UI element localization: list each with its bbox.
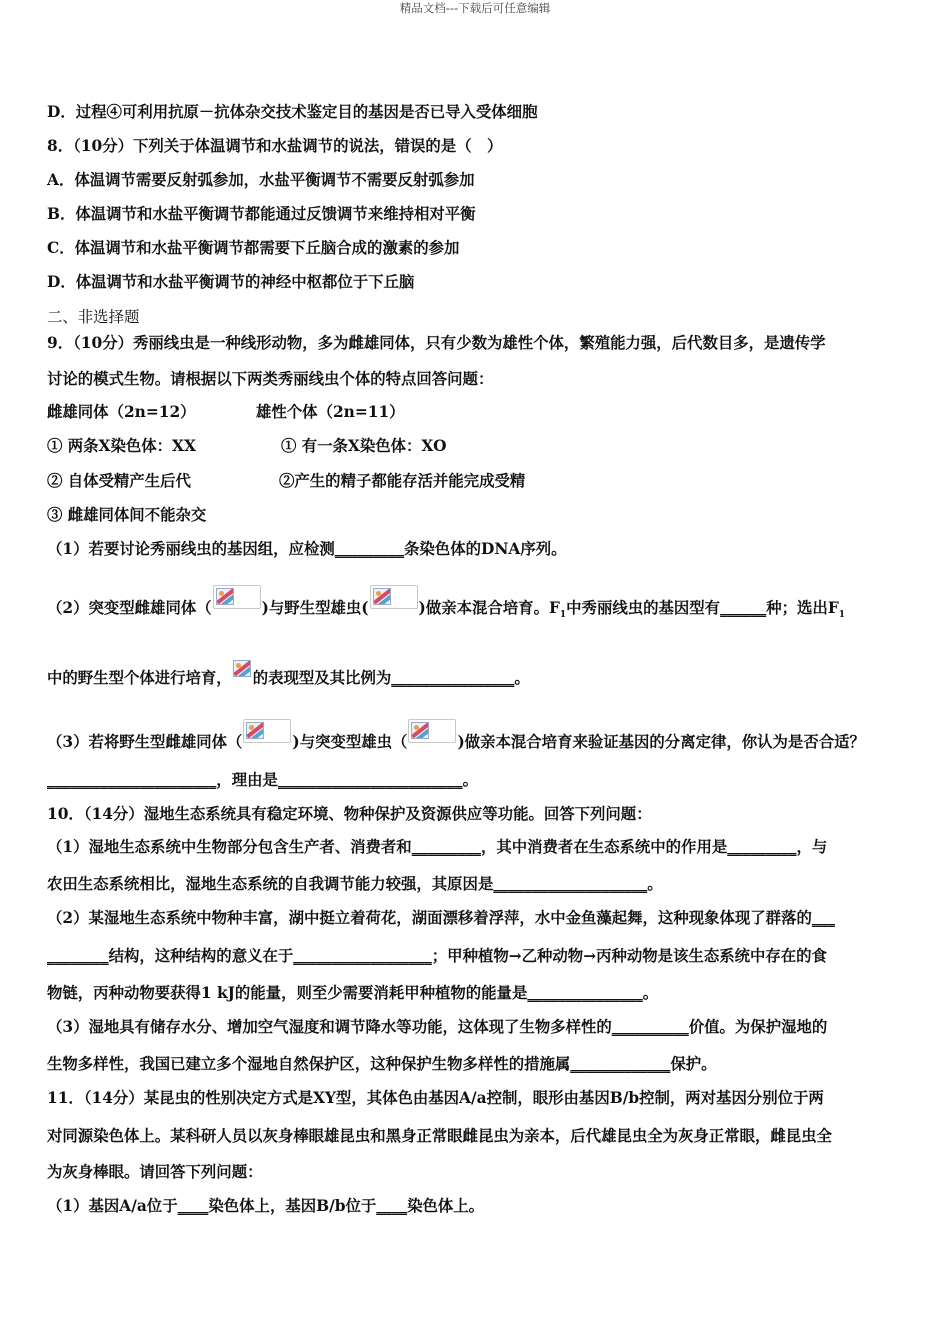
answer-blank: ________________ (391, 669, 515, 687)
q10-part1-cont: 农田生态系统相比，湿地生态系统的自我调节能力较强，其原因是____________________。 (47, 875, 663, 893)
table-male-row1: ① 有一条X染色体：XO (281, 437, 447, 455)
table-male-row2: ②产生的精子都能存活并能完成受精 (279, 472, 526, 490)
q10-part3: （3）湿地具有储存水分、增加空气湿度和调节降水等功能，这体现了生物多样性的__________价值。为保护湿地的 (47, 1018, 828, 1036)
question-11-cont: 对同源染色体上。某科研人员以灰身棒眼雄昆虫和黑身正常眼雌昆虫为亲本，后代雄昆虫全为灰身正常眼，雌昆虫全 (47, 1127, 832, 1145)
answer-blank: __________ (611, 1018, 689, 1036)
table-col-male-title: 雄性个体（2n=11） (256, 403, 405, 421)
answer-blank: _______________ (527, 984, 643, 1002)
answer-blank: _____________ (570, 1055, 671, 1073)
answer-blank: ____ (177, 1197, 209, 1215)
option-b-q8: B．体温调节和水盐平衡调节都能通过反馈调节来维持相对平衡 (47, 205, 476, 223)
answer-blank: ____________________ (493, 875, 648, 893)
question-11: 11．（14分）某昆虫的性别决定方式是XY型，其体色由基因A/a控制，眼形由基因B/b控制，两对基因分别位于两 (47, 1089, 824, 1107)
option-c-q8: C．体温调节和水盐平衡调节都需要下丘脑合成的激素的参加 (47, 239, 460, 257)
q9-part3: （3）若将野生型雌雄同体（ )与突变型雄虫（ )做亲本混合培育来验证基因的分离定律，你认为是否合适？ (47, 719, 865, 752)
image-icon (370, 585, 418, 609)
q9-part2-cont: 中的野生型个体进行培育， 的表现型及其比例为________________。 (47, 660, 530, 688)
question-8: 8．（10分）下列关于体温调节和水盐调节的说法，错误的是（ ） (47, 137, 503, 155)
q10-part2-cont: ________结构，这种结构的意义在于__________________；甲种植物→乙种动物→丙种动物是该生态系统中存在的食 (47, 947, 827, 965)
answer-blank: ________________________ (277, 771, 463, 789)
answer-blank: ____ (376, 1197, 408, 1215)
question-9-intro-cont: 讨论的模式生物。请根据以下两类秀丽线虫个体的特点回答问题： (47, 370, 494, 388)
q10-part1: （1）湿地生态系统中生物部分包含生产者、消费者和_________，其中消费者在生态系统中的作用是_________，与 (47, 838, 828, 856)
option-d-q7: D．过程④可利用抗原－抗体杂交技术鉴定目的基因是否已导入受体细胞 (47, 103, 538, 121)
answer-blank: ______________________ (47, 771, 217, 789)
answer-blank: _________ (411, 838, 481, 856)
answer-blank: ___ (811, 909, 835, 927)
question-11-cont2: 为灰身棒眼。请回答下列问题： (47, 1163, 263, 1181)
q10-part2-cont2: 物链，丙种动物要获得1 kJ的能量，则至少需要消耗甲种植物的能量是_______________。 (47, 984, 659, 1002)
answer-blank: ________ (47, 947, 109, 965)
q9-part3-cont: ______________________，理由是________________________。 (47, 771, 478, 789)
option-a-q8: A．体温调节需要反射弧参加，水盐平衡调节不需要反射弧参加 (47, 171, 475, 189)
answer-blank: __________________ (293, 947, 432, 965)
image-icon (243, 719, 291, 743)
q10-part3-cont: 生物多样性，我国已建立多个湿地自然保护区，这种保护生物多样性的措施属_____________保护。 (47, 1055, 717, 1073)
table-hermaphrodite-row2: ② 自体受精产生后代 (47, 472, 191, 490)
image-icon (213, 585, 261, 609)
answer-blank: ______ (720, 599, 767, 617)
image-icon (408, 719, 456, 743)
image-icon (233, 660, 252, 679)
answer-blank: _________ (727, 838, 797, 856)
page-header: 精品文档---下载后可任意编辑 (399, 1, 551, 15)
q10-part2: （2）某湿地生态系统中物种丰富，湖中挺立着荷花，湖面漂移着浮萍，水中金鱼藻起舞，这种现象体现了群落的___ (47, 909, 835, 927)
question-9-intro: 9．（10分）秀丽线虫是一种线形动物，多为雌雄同体，只有少数为雄性个体，繁殖能力强，后代数目多，是遗传学 (47, 334, 826, 352)
section-heading: 二、非选择题 (47, 308, 140, 326)
q9-part2: （2）突变型雌雄同体（ )与野生型雄虫( )做亲本混合培育。$F_1$中秀丽线虫的基因型有______种；选出$F_1$ (47, 585, 845, 625)
q9-part1: （1）若要讨论秀丽线虫的基因组，应检测_________条染色体的DNA序列。 (47, 540, 567, 558)
table-hermaphrodite-row3: ③ 雌雄同体间不能杂交 (47, 506, 207, 524)
answer-blank: _________ (334, 540, 405, 558)
q11-part1: （1）基因A/a位于____染色体上，基因B/b位于____染色体上。 (47, 1197, 485, 1215)
table-col-hermaphrodite-title: 雌雄同体（2n=12） (47, 403, 196, 421)
table-hermaphrodite-row1: ① 两条X染色体：XX (47, 437, 196, 455)
question-10: 10．（14分）湿地生态系统具有稳定环境、物种保护及资源供应等功能。回答下列问题： (47, 805, 652, 823)
option-d-q8: D．体温调节和水盐平衡调节的神经中枢都位于下丘脑 (47, 273, 415, 291)
